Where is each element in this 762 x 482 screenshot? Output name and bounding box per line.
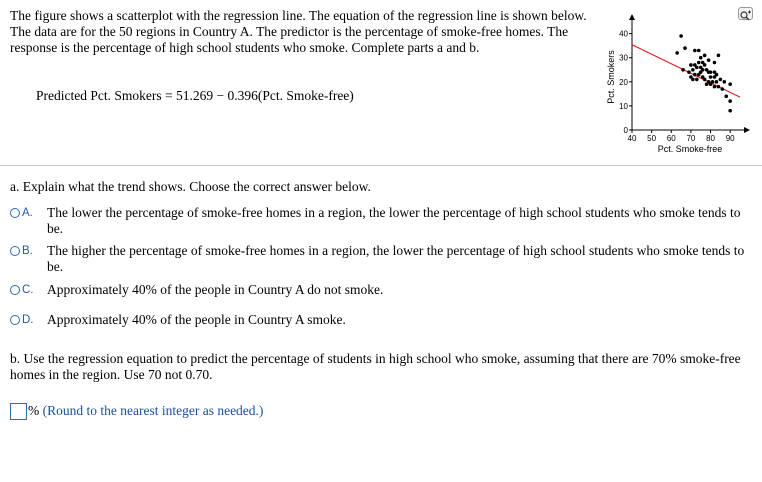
- rounding-hint: (Round to the nearest integer as needed.): [42, 403, 264, 418]
- option-a-letter: A.: [22, 207, 33, 219]
- y-tick-label: 40: [619, 29, 628, 39]
- option-c-text: Approximately 40% of the people in Country A do not smoke.: [47, 282, 384, 297]
- intro-text: The figure shows a scatterplot with the regression line. The equation of the regression line is shown below. The data are for the 50 regions in Country A. The predictor is the percentage of smoke-free homes. The response is the percentage of high school students who smoke. Complete parts a and b.: [10, 8, 587, 55]
- data-point: [719, 78, 723, 82]
- data-point: [728, 99, 732, 103]
- data-point: [695, 66, 699, 70]
- data-point: [709, 75, 713, 79]
- radio-d[interactable]: [10, 315, 20, 325]
- option-d-letter: D.: [22, 314, 34, 326]
- y-tick-label: 10: [619, 101, 628, 111]
- data-point: [715, 80, 719, 84]
- part-a-prompt: a. Explain what the trend shows. Choose the correct answer below.: [10, 179, 371, 194]
- data-point: [699, 56, 703, 60]
- x-axis-label: Pct. Smoke-free: [657, 144, 723, 154]
- data-point: [691, 78, 695, 82]
- data-point: [709, 70, 713, 74]
- option-c[interactable]: [10, 282, 758, 298]
- y-tick-label: 0: [623, 126, 628, 135]
- part-b-prompt: b. Use the regression equation to predict the percentage of students in high school who smoke, assuming that there are 70% smoke-free homes in the region. Use 70 not 0.70.: [10, 351, 741, 382]
- radio-c[interactable]: [10, 285, 20, 295]
- data-point: [705, 82, 709, 86]
- data-point: [713, 85, 717, 89]
- data-point: [728, 109, 732, 113]
- x-tick-label: 50: [647, 134, 657, 143]
- regression-equation: Predicted Pct. Smokers = 51.269 − 0.396(Pct. Smoke-free): [36, 88, 354, 103]
- option-a-text: The lower the percentage of smoke-free homes in a region, the lower the percentage of high school students who smoke tends to be.: [47, 205, 741, 236]
- data-point: [722, 80, 726, 84]
- radio-b[interactable]: [10, 246, 20, 256]
- scatterplot-svg: [600, 2, 762, 162]
- data-point: [703, 78, 707, 82]
- data-point: [683, 46, 687, 50]
- data-point: [715, 73, 719, 77]
- answer-input[interactable]: [10, 403, 27, 420]
- x-tick-label: 90: [725, 134, 735, 143]
- data-point: [697, 61, 701, 65]
- data-point: [703, 54, 707, 58]
- x-tick-label: 40: [627, 134, 637, 143]
- data-point: [681, 68, 685, 72]
- data-point: [724, 94, 728, 98]
- data-point: [689, 63, 693, 67]
- data-point: [717, 85, 721, 89]
- answer-suffix: [28, 403, 263, 419]
- data-point: [693, 73, 697, 77]
- data-point: [713, 61, 717, 65]
- data-point: [707, 58, 711, 62]
- y-axis-label: Pct. Smokers: [606, 50, 616, 104]
- option-b-letter: B.: [22, 245, 33, 257]
- section-divider: [0, 165, 762, 166]
- data-point: [721, 87, 725, 91]
- scatterplot: [600, 2, 762, 162]
- data-point: [717, 54, 721, 58]
- y-tick-label: 30: [619, 53, 628, 63]
- x-tick-label: 60: [666, 134, 676, 143]
- x-tick-label: 80: [706, 134, 715, 143]
- x-tick-label: 70: [686, 134, 696, 143]
- data-point: [703, 63, 707, 67]
- option-c-letter: C.: [22, 284, 34, 296]
- y-axis-arrow: [629, 14, 635, 20]
- option-b-text: The higher the percentage of smoke-free homes in a region, the lower the percentage of high school students who smoke tends to be.: [47, 243, 745, 274]
- data-point: [728, 82, 732, 86]
- data-point: [699, 70, 703, 74]
- option-d-text: Approximately 40% of the people in Country A smoke.: [47, 312, 346, 327]
- radio-a[interactable]: [10, 208, 20, 218]
- percent-sign: %: [28, 403, 40, 418]
- option-b[interactable]: [10, 243, 758, 275]
- data-point: [709, 82, 713, 86]
- data-point: [697, 49, 701, 53]
- data-point: [693, 49, 697, 53]
- y-tick-label: 20: [619, 77, 628, 87]
- data-point: [679, 34, 683, 38]
- option-a[interactable]: [10, 205, 758, 237]
- x-axis-arrow: [744, 127, 750, 133]
- data-point: [691, 68, 695, 72]
- zoom-icon[interactable]: [738, 7, 753, 20]
- data-point: [687, 70, 691, 74]
- data-point: [675, 51, 679, 55]
- data-point: [695, 78, 699, 82]
- option-d[interactable]: [10, 312, 758, 328]
